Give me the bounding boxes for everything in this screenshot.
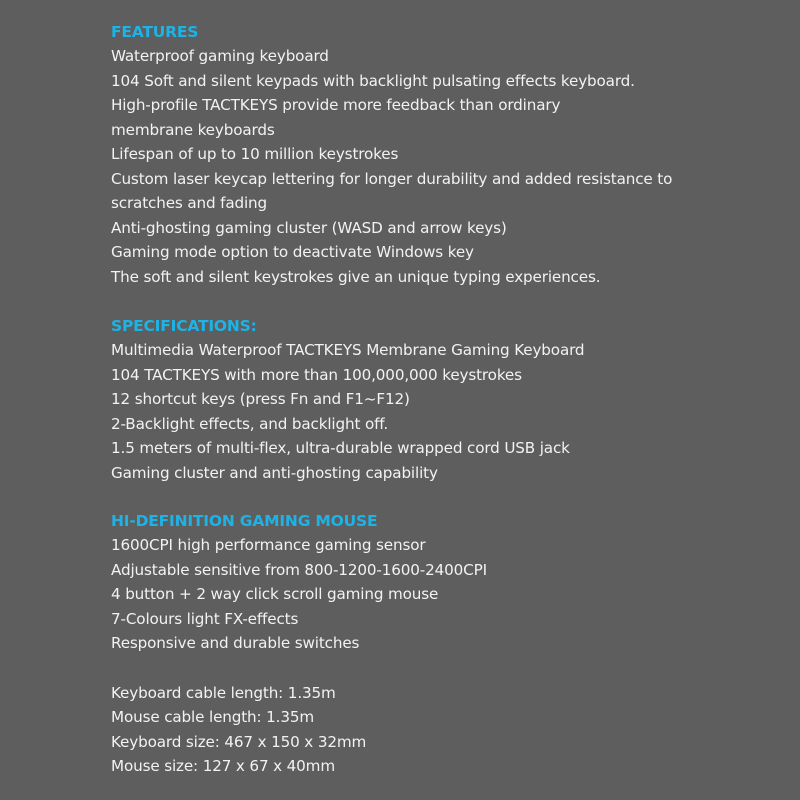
dimension-line: Keyboard cable length: 1.35m xyxy=(111,683,336,702)
specification-line: 2-Backlight effects, and backlight off. xyxy=(111,414,389,433)
mouse-line: Adjustable sensitive from 800-1200-1600-2400CPI xyxy=(111,560,487,579)
features-section xyxy=(111,20,781,289)
feature-line: The soft and silent keystrokes give an unique typing experiences. xyxy=(111,267,601,286)
specifications-section xyxy=(111,314,781,485)
feature-line: Lifespan of up to 10 million keystrokes xyxy=(111,145,399,163)
feature-line: scratches and fading xyxy=(111,194,268,212)
dimension-line: Mouse size: 127 x 67 x 40mm xyxy=(111,757,335,775)
section-spacer xyxy=(111,485,781,509)
feature-line: High-profile TACTKEYS provide more feedback than ordinary xyxy=(111,96,561,114)
mouse-line: 1600CPI high performance gaming sensor xyxy=(111,536,426,554)
product-spec-sheet xyxy=(111,20,781,779)
mouse-line: 4 button + 2 way click scroll gaming mouse xyxy=(111,585,439,603)
feature-line: Waterproof gaming keyboard xyxy=(111,47,329,65)
dimension-line: Keyboard size: 467 x 150 x 32mm xyxy=(111,732,367,751)
section-spacer xyxy=(111,656,781,681)
feature-line: membrane keyboards xyxy=(111,120,275,139)
feature-line: 104 Soft and silent keypads with backlight pulsating effects keyboard. xyxy=(111,71,635,90)
dimension-line: Mouse cable length: 1.35m xyxy=(111,708,315,726)
specifications-heading: SPECIFICATIONS: xyxy=(111,317,257,335)
specification-line: 104 TACTKEYS with more than 100,000,000 keystrokes xyxy=(111,365,522,384)
specification-line: 1.5 meters of multi-flex, ultra-durable wrapped cord USB jack xyxy=(111,439,570,457)
feature-line: Gaming mode option to deactivate Windows key xyxy=(111,243,474,261)
mouse-line: 7-Colours light FX-effects xyxy=(111,609,299,628)
mouse-heading: HI-DEFINITION GAMING MOUSE xyxy=(111,512,378,530)
section-spacer xyxy=(111,289,781,314)
specification-line: 12 shortcut keys (press Fn and F1~F12) xyxy=(111,390,410,408)
specification-line: Gaming cluster and anti-ghosting capability xyxy=(111,463,438,482)
dimensions-section xyxy=(111,681,781,779)
features-heading: FEATURES xyxy=(111,23,199,41)
specification-line: Multimedia Waterproof TACTKEYS Membrane Gaming Keyboard xyxy=(111,341,585,359)
mouse-line: Responsive and durable switches xyxy=(111,634,360,652)
feature-line: Anti-ghosting gaming cluster (WASD and arrow keys) xyxy=(111,218,507,237)
feature-line: Custom laser keycap lettering for longer durability and added resistance to xyxy=(111,169,673,188)
mouse-section xyxy=(111,509,781,656)
